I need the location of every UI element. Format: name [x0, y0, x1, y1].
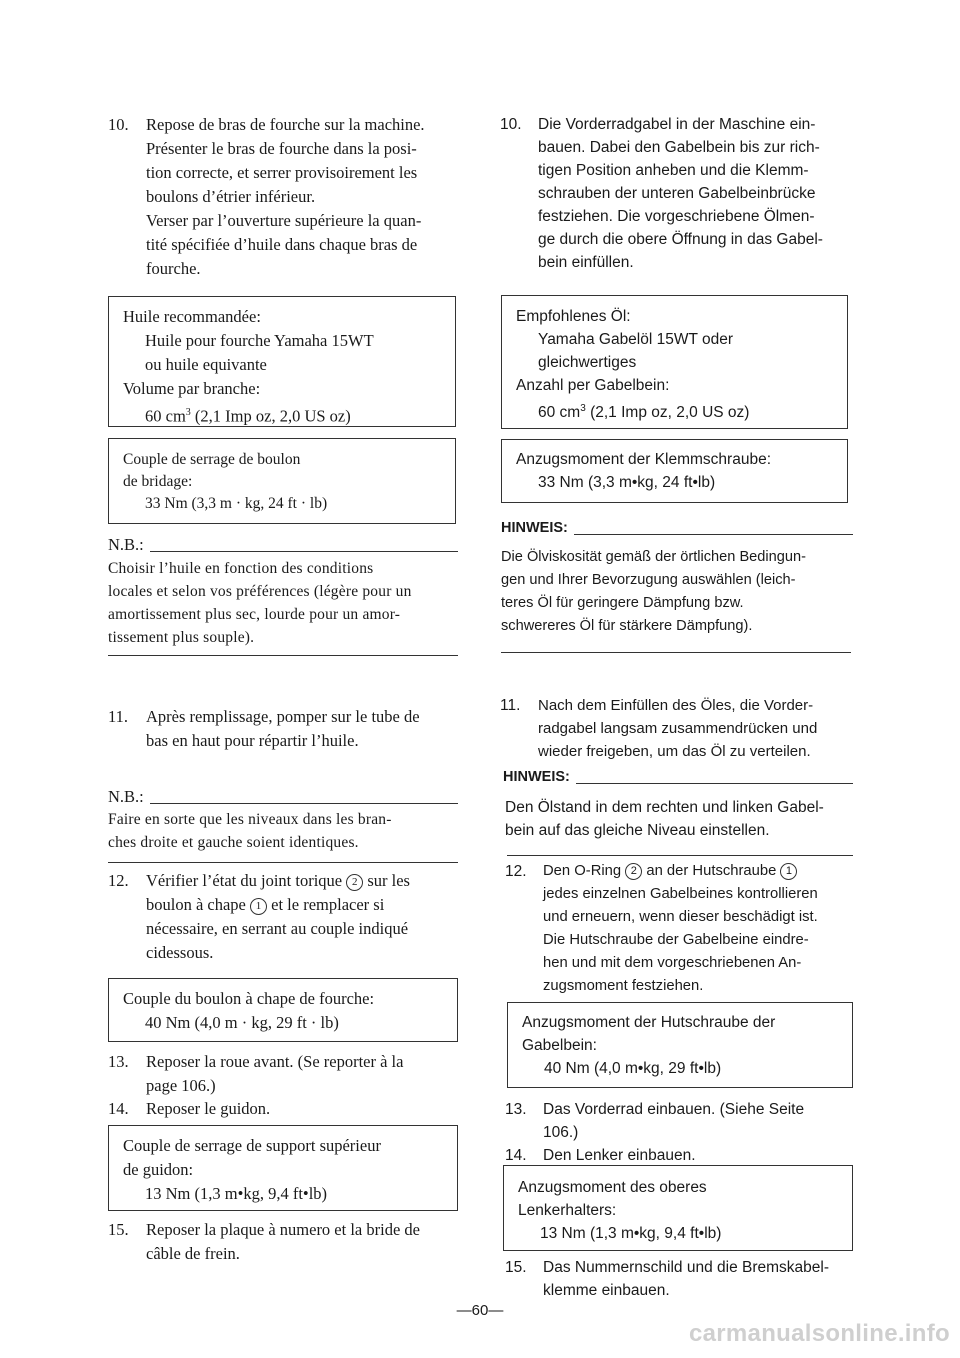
spec-label: Huile recommandée: [123, 307, 261, 326]
de-note-heading-1: HINWEIS: [501, 517, 853, 540]
step-number: 13. [505, 1101, 527, 1118]
fr-step-12 [108, 869, 458, 965]
spec-label: Couple de serrage de support supérieur [123, 1136, 381, 1155]
step-text: radgabel langsam zusammendrücken und [538, 720, 818, 737]
step-number: 14. [108, 1099, 129, 1118]
step-text: klemme einbauen. [543, 1282, 670, 1299]
step-text: page 106.) [146, 1076, 216, 1095]
step-text: Das Vorderrad einbauen. (Siehe Seite [543, 1101, 805, 1118]
spec-value: 13 Nm (1,3 m•kg, 9,4 ft•lb) [540, 1225, 722, 1242]
step-text: Présenter le bras de fourche dans la posi- [146, 139, 417, 158]
step-text: tigen Position anheben und die Klemm- [538, 162, 809, 179]
note-rule [576, 783, 853, 784]
de-step-10 [500, 113, 855, 274]
callout-2-icon: 2 [625, 863, 642, 880]
step-number: 15. [108, 1220, 129, 1239]
step-text: bas en haut pour répartir l’huile. [146, 731, 359, 750]
de-note-2: Den Ölstand in dem rechten und linken Gabel- bein auf das gleiche Niveau einstellen. [505, 799, 824, 839]
de-torque-box-3 [503, 1165, 853, 1251]
step-text: bein einfüllen. [538, 254, 634, 271]
step-text: boulon à chape 1 et le remplacer si [146, 895, 385, 914]
spec-label: Volume par branche: [123, 379, 261, 398]
spec-value: 33 Nm (3,3 m•kg, 24 ft•lb) [538, 474, 716, 491]
step-number: 13. [108, 1052, 129, 1071]
step-text: 106.) [543, 1124, 579, 1141]
spec-value: ou huile equivante [145, 355, 267, 374]
step-text: bauen. Dabei den Gabelbein bis zur rich- [538, 139, 820, 156]
step-text: festziehen. Die vorgeschriebene Ölmen- [538, 208, 815, 225]
step-text: Den O-Ring 2 an der Hutschraube 1 [543, 860, 857, 883]
note-divider [507, 855, 853, 856]
step-number: 15. [505, 1259, 527, 1276]
fr-torque-box-1 [108, 438, 456, 524]
de-note-1: Die Ölviskosität gemäß der örtlichen Bedingun- gen und Ihrer Bevorzugung auswählen (leich- teres Öl für geringere Dämpfung bzw. schwereres Öl für stärkere Dämpfung). [501, 549, 806, 634]
step-number: 10. [108, 115, 129, 134]
spec-value: gleichwertiges [538, 354, 637, 371]
note-rule [574, 534, 853, 535]
fr-step-10 [108, 113, 458, 281]
spec-value: Yamaha Gabelöl 15WT oder [538, 331, 734, 348]
step-text: Repose de bras de fourche sur la machine. [146, 115, 425, 134]
fr-note-1: Choisir l’huile en fonction des conditions locales et selon vos préférences (légère pour un amortissement plus sec, lourde pour un amor- tissement plus souple). [108, 560, 412, 646]
spec-label: Lenkerhalters: [518, 1202, 617, 1219]
callout-2-icon: 2 [346, 874, 363, 891]
step-text: Nach dem Einfüllen des Öles, die Vorder- [538, 697, 814, 714]
spec-label: Gabelbein: [522, 1037, 597, 1054]
fr-oil-spec-box [108, 296, 456, 427]
de-step-14 [505, 1144, 857, 1167]
step-text: fourche. [146, 259, 201, 278]
step-text: Das Nummernschild und die Bremskabel- [543, 1259, 830, 1276]
note-divider [108, 655, 458, 656]
spec-label: de guidon: [123, 1160, 194, 1179]
page-number: —60— [456, 1302, 504, 1319]
step-number: 12. [108, 871, 129, 890]
step-number: 12. [505, 863, 527, 880]
de-step-11 [500, 694, 855, 763]
spec-label: Anzugsmoment der Klemmschraube: [516, 451, 772, 468]
step-text: jedes einzelnen Gabelbeines kontrollieren [543, 886, 818, 902]
spec-value: 40 Nm (4,0 m · kg, 29 ft · lb) [145, 1013, 339, 1032]
fr-torque-box-2 [108, 978, 458, 1042]
de-note-heading-2: HINWEIS: [503, 766, 853, 789]
step-number: 10. [500, 116, 522, 133]
step-text: nécessaire, en serrant au couple indiqué [146, 919, 409, 938]
fr-step-15 [108, 1218, 458, 1266]
fr-step-13 [108, 1050, 458, 1098]
spec-label: Anzugsmoment der Hutschraube der [522, 1014, 776, 1031]
step-text: Reposer la plaque à numero et la bride de [146, 1220, 420, 1239]
step-text: Die Vorderradgabel in der Maschine ein- [538, 116, 816, 133]
note-divider [108, 862, 458, 863]
note-rule [150, 803, 458, 804]
step-text: und erneuern, wenn dieser beschädigt ist. [543, 909, 818, 925]
step-text: tion correcte, et serrer provisoirement les [146, 163, 418, 182]
step-text: Après remplissage, pomper sur le tube de [146, 707, 420, 726]
fr-note-heading-1: N.B.: [108, 533, 458, 557]
step-text: câble de frein. [146, 1244, 240, 1263]
spec-value: 13 Nm (1,3 m•kg, 9,4 ft•lb) [145, 1184, 328, 1203]
callout-1-icon: 1 [780, 863, 797, 880]
step-text: zugsmoment festziehen. [543, 978, 704, 994]
fr-note-heading-2: N.B.: [108, 785, 458, 809]
step-text: hen und mit dem vorgeschriebenen An- [543, 955, 802, 971]
de-torque-box-2 [507, 1002, 853, 1088]
spec-value: 60 $cm^3$ (2,1 Imp oz, 2,0 US oz) [145, 406, 351, 426]
de-torque-box-1 [501, 439, 848, 503]
step-text: Reposer le guidon. [146, 1099, 271, 1118]
note-divider [501, 652, 851, 653]
step-text: Die Hutschraube der Gabelbeine eindre- [543, 932, 809, 948]
de-oil-spec-box [501, 295, 848, 429]
de-step-15 [505, 1256, 857, 1302]
spec-label: Anzahl per Gabelbein: [516, 377, 670, 394]
step-text: tité spécifiée d’huile dans chaque bras de [146, 235, 418, 254]
spec-label: Couple de serrage de boulon [123, 451, 301, 468]
step-text: Vérifier l’état du joint torique 2 sur les [146, 871, 410, 890]
watermark: carmanualsonline.info [688, 1320, 950, 1347]
fr-torque-box-3 [108, 1125, 458, 1211]
spec-value: 33 Nm (3,3 m · kg, 24 ft · lb) [145, 495, 328, 512]
step-number: 14. [505, 1147, 527, 1164]
spec-label: Couple du boulon à chape de fourche: [123, 989, 375, 1008]
spec-label: de bridage: [123, 473, 193, 490]
step-text: boulons d’étrier inférieur. [146, 187, 316, 206]
de-step-13 [505, 1098, 857, 1144]
step-number: 11. [108, 707, 129, 726]
spec-label: Anzugsmoment des oberes [518, 1179, 707, 1196]
spec-label: Empfohlenes Öl: [516, 308, 631, 325]
fr-step-11 [108, 705, 458, 753]
step-number: 11. [500, 697, 521, 714]
step-text: ge durch die obere Öffnung in das Gabel- [538, 231, 823, 248]
step-text: Verser par l’ouverture supérieure la quan- [146, 211, 422, 230]
step-text: Den Lenker einbauen. [543, 1147, 696, 1164]
spec-value: 40 Nm (4,0 m•kg, 29 ft•lb) [544, 1060, 722, 1077]
spec-value: Huile pour fourche Yamaha 15WT [145, 331, 374, 350]
step-text: wieder freigeben, um das Öl zu verteilen. [538, 743, 811, 760]
callout-1-icon: 1 [250, 898, 267, 915]
fr-note-2: Faire en sorte que les niveaux dans les bran- ches droite et gauche soient identiques. [108, 811, 392, 851]
fr-step-14 [108, 1097, 458, 1121]
note-rule [150, 551, 458, 552]
step-text: schrauben der unteren Gabelbeinbrücke [538, 185, 816, 202]
step-text: Reposer la roue avant. (Se reporter à la [146, 1052, 404, 1071]
de-step-12 [505, 860, 857, 998]
step-text: cidessous. [146, 943, 214, 962]
spec-value: 60 $cm^3$ (2,1 Imp oz, 2,0 US oz) [538, 403, 750, 422]
